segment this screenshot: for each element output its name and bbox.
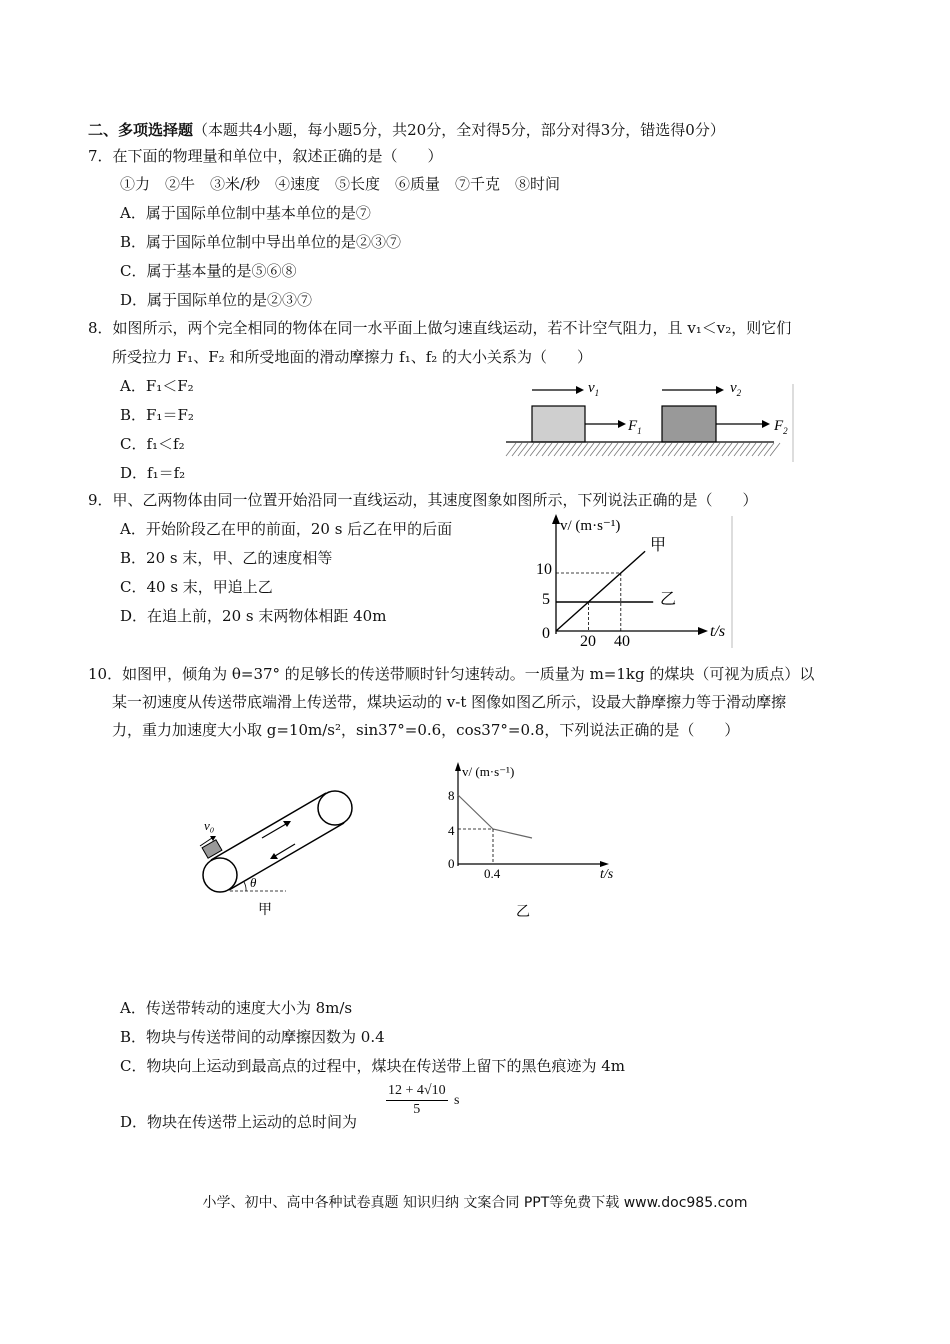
section-header bbox=[88, 120, 725, 140]
q7-option-c: C．属于基本量的是⑤⑥⑧ bbox=[120, 262, 297, 280]
hatch-mark bbox=[650, 443, 660, 456]
q7-option-b: B．属于国际单位制中导出单位的是②③⑦ bbox=[120, 233, 402, 251]
hatch-mark bbox=[662, 443, 672, 456]
hatch-mark bbox=[764, 443, 774, 456]
hatch-mark bbox=[554, 443, 564, 456]
q7-stem: 7．在下面的物理量和单位中，叙述正确的是（ ） bbox=[88, 147, 443, 165]
hatch-mark bbox=[758, 443, 768, 456]
q10-stem-3: 力，重力加速度大小取 g=10m/s²，sin37°=0.6，cos37°=0.8，下列说法正确的是（ ） bbox=[112, 721, 740, 739]
hatch-mark bbox=[566, 443, 576, 456]
hatch-mark bbox=[644, 443, 654, 456]
arrow-f2-icon bbox=[762, 420, 770, 428]
series-label-jia: 甲 bbox=[650, 537, 667, 554]
hatch-mark bbox=[692, 443, 702, 456]
ground-hatch bbox=[506, 443, 780, 456]
hatch-mark bbox=[518, 443, 528, 456]
q8-option-a: A．F₁＜F₂ bbox=[120, 377, 194, 395]
fraction-unit: s bbox=[454, 1093, 460, 1108]
vt-line bbox=[458, 795, 532, 838]
q8-option-c: C．f₁＜f₂ bbox=[120, 435, 185, 453]
block-2 bbox=[662, 406, 716, 442]
q9-stem: 9．甲、乙两物体由同一位置开始沿同一直线运动，其速度图象如图所示，下列说法正确的是（ ） bbox=[88, 491, 758, 509]
q8-blocks-figure bbox=[500, 378, 800, 464]
tick-x-40: 40 bbox=[614, 633, 630, 648]
hatch-mark bbox=[536, 443, 546, 456]
q9-velocity-chart bbox=[530, 512, 740, 648]
belt-bottom bbox=[229, 823, 344, 890]
q9-option-c: C．40 s 末，甲追上乙 bbox=[120, 578, 273, 596]
hatch-mark bbox=[716, 443, 726, 456]
hatch-mark bbox=[614, 443, 624, 456]
tick-y-10: 10 bbox=[536, 561, 552, 578]
q7-option-a: A．属于国际单位制中基本单位的是⑦ bbox=[120, 204, 371, 222]
hatch-mark bbox=[638, 443, 648, 456]
y-axis-arrow-icon bbox=[552, 514, 560, 524]
hatch-mark bbox=[698, 443, 708, 456]
page-footer: 小学、初中、高中各种试卷真题 知识归纳 文案合同 PPT等免费下载 www.doc985.com bbox=[202, 1195, 748, 1211]
hatch-mark bbox=[584, 443, 594, 456]
hatch-mark bbox=[674, 443, 684, 456]
hatch-mark bbox=[728, 443, 738, 456]
x-axis-label: t/s bbox=[710, 623, 726, 640]
q10-option-b: B．物块与传送带间的动摩擦因数为 0.4 bbox=[120, 1028, 385, 1046]
belt-arrow-down-icon bbox=[270, 853, 278, 859]
hatch-mark bbox=[620, 443, 630, 456]
hatch-mark bbox=[524, 443, 534, 456]
hatch-mark bbox=[734, 443, 744, 456]
hatch-mark bbox=[710, 443, 720, 456]
hatch-mark bbox=[512, 443, 522, 456]
hatch-mark bbox=[704, 443, 714, 456]
q10-vt-chart bbox=[444, 758, 624, 922]
hatch-mark bbox=[560, 443, 570, 456]
arrow-f1-icon bbox=[618, 420, 626, 428]
q10-stem-1: 10．如图甲，倾角为 θ=37° 的足够长的传送带顺时针匀速转动。一质量为 m=1kg 的煤块（可视为质点）以 bbox=[88, 665, 815, 683]
tick-x-0.4: 0.4 bbox=[484, 866, 501, 881]
q8-stem-2: 所受拉力 F₁、F₂ 和所受地面的滑动摩擦力 f₁、f₂ 的大小关系为（ ） bbox=[112, 348, 593, 366]
lower-roller bbox=[203, 858, 237, 892]
hatch-mark bbox=[722, 443, 732, 456]
q10-option-c: C．物块向上运动到最高点的过程中，煤块在传送带上留下的黑色痕迹为 4m bbox=[120, 1057, 626, 1075]
label-v2: $v_2$ bbox=[730, 380, 742, 398]
hatch-mark bbox=[752, 443, 762, 456]
hatch-mark bbox=[740, 443, 750, 456]
tick-y-0: 0 bbox=[448, 856, 455, 871]
belt-arrow-up-icon bbox=[283, 821, 291, 827]
q8-option-b: B．F₁＝F₂ bbox=[120, 406, 194, 424]
q9-option-b: B．20 s 末，甲、乙的速度相等 bbox=[120, 549, 333, 567]
block-1 bbox=[532, 406, 585, 442]
q7-items: ①力 ②牛 ③米/秒 ④速度 ⑤长度 ⑥质量 ⑦千克 ⑧时间 bbox=[120, 175, 561, 193]
label-theta: θ bbox=[250, 875, 257, 890]
caption-yi: 乙 bbox=[516, 905, 530, 920]
q8-stem-1: 8．如图所示，两个完全相同的物体在同一水平面上做匀速直线运动，若不计空气阻力，且 v₁＜v₂，则它们 bbox=[88, 319, 792, 337]
x-axis-arrow-icon bbox=[698, 627, 708, 635]
tick-y-4: 4 bbox=[448, 823, 455, 838]
label-f1: $F_1$ bbox=[628, 418, 642, 436]
tick-y-5: 5 bbox=[542, 591, 550, 608]
hatch-mark bbox=[668, 443, 678, 456]
fraction-answer-d bbox=[386, 1082, 448, 1119]
hatch-mark bbox=[680, 443, 690, 456]
hatch-mark bbox=[686, 443, 696, 456]
y-axis-arrow-icon bbox=[455, 762, 461, 771]
arrow-v1-icon bbox=[576, 386, 584, 394]
section-note: （本题共4小题，每小题5分，共20分，全对得5分，部分对得3分，错选得0分） bbox=[193, 121, 725, 139]
x-axis-label: t/s bbox=[600, 867, 614, 882]
label-v0: v₀ bbox=[204, 818, 215, 833]
q9-option-d: D．在追上前，20 s 末两物体相距 40m bbox=[120, 607, 387, 625]
fraction-denominator: 5 bbox=[413, 1102, 421, 1117]
q8-option-d: D．f₁＝f₂ bbox=[120, 464, 186, 482]
label-f2: $F_2$ bbox=[774, 418, 788, 436]
belt-top bbox=[211, 793, 326, 860]
hatch-mark bbox=[506, 443, 516, 456]
q10-conveyor-figure bbox=[190, 780, 370, 920]
hatch-mark bbox=[548, 443, 558, 456]
hatch-mark bbox=[590, 443, 600, 456]
hatch-mark bbox=[632, 443, 642, 456]
hatch-mark bbox=[746, 443, 756, 456]
hatch-mark bbox=[578, 443, 588, 456]
hatch-mark bbox=[626, 443, 636, 456]
q7-option-d: D．属于国际单位的是②③⑦ bbox=[120, 291, 313, 309]
q10-option-d: D．物块在传送带上运动的总时间为 bbox=[120, 1113, 358, 1131]
q9-option-a: A．开始阶段乙在甲的前面，20 s 后乙在甲的后面 bbox=[120, 520, 453, 538]
tick-x-20: 20 bbox=[580, 633, 596, 648]
hatch-mark bbox=[542, 443, 552, 456]
hatch-mark bbox=[572, 443, 582, 456]
hatch-mark bbox=[608, 443, 618, 456]
y-axis-label: v/ (m·s⁻¹) bbox=[560, 518, 621, 534]
section-title: 二、多项选择题 bbox=[88, 121, 194, 139]
hatch-mark bbox=[770, 443, 780, 456]
q10-stem-2: 某一初速度从传送带底端滑上传送带，煤块运动的 v-t 图像如图乙所示，设最大静摩擦力等于滑动摩擦 bbox=[112, 693, 787, 711]
hatch-mark bbox=[596, 443, 606, 456]
q10-option-a: A．传送带转动的速度大小为 8m/s bbox=[120, 999, 353, 1017]
series-label-yi: 乙 bbox=[660, 591, 677, 608]
tick-y-8: 8 bbox=[448, 788, 455, 803]
arrow-v2-icon bbox=[716, 386, 724, 394]
hatch-mark bbox=[530, 443, 540, 456]
series-line-jia bbox=[556, 551, 645, 631]
hatch-mark bbox=[656, 443, 666, 456]
label-v1: $v_1$ bbox=[588, 380, 600, 398]
y-axis-label: v/ (m·s⁻¹) bbox=[462, 764, 515, 779]
hatch-mark bbox=[602, 443, 612, 456]
fraction-numerator: 12 + 4√10 bbox=[386, 1082, 448, 1101]
upper-roller bbox=[318, 791, 352, 825]
tick-y-0: 0 bbox=[542, 625, 550, 642]
q9-chart-marks bbox=[556, 551, 653, 631]
caption-jia: 甲 bbox=[258, 903, 272, 918]
